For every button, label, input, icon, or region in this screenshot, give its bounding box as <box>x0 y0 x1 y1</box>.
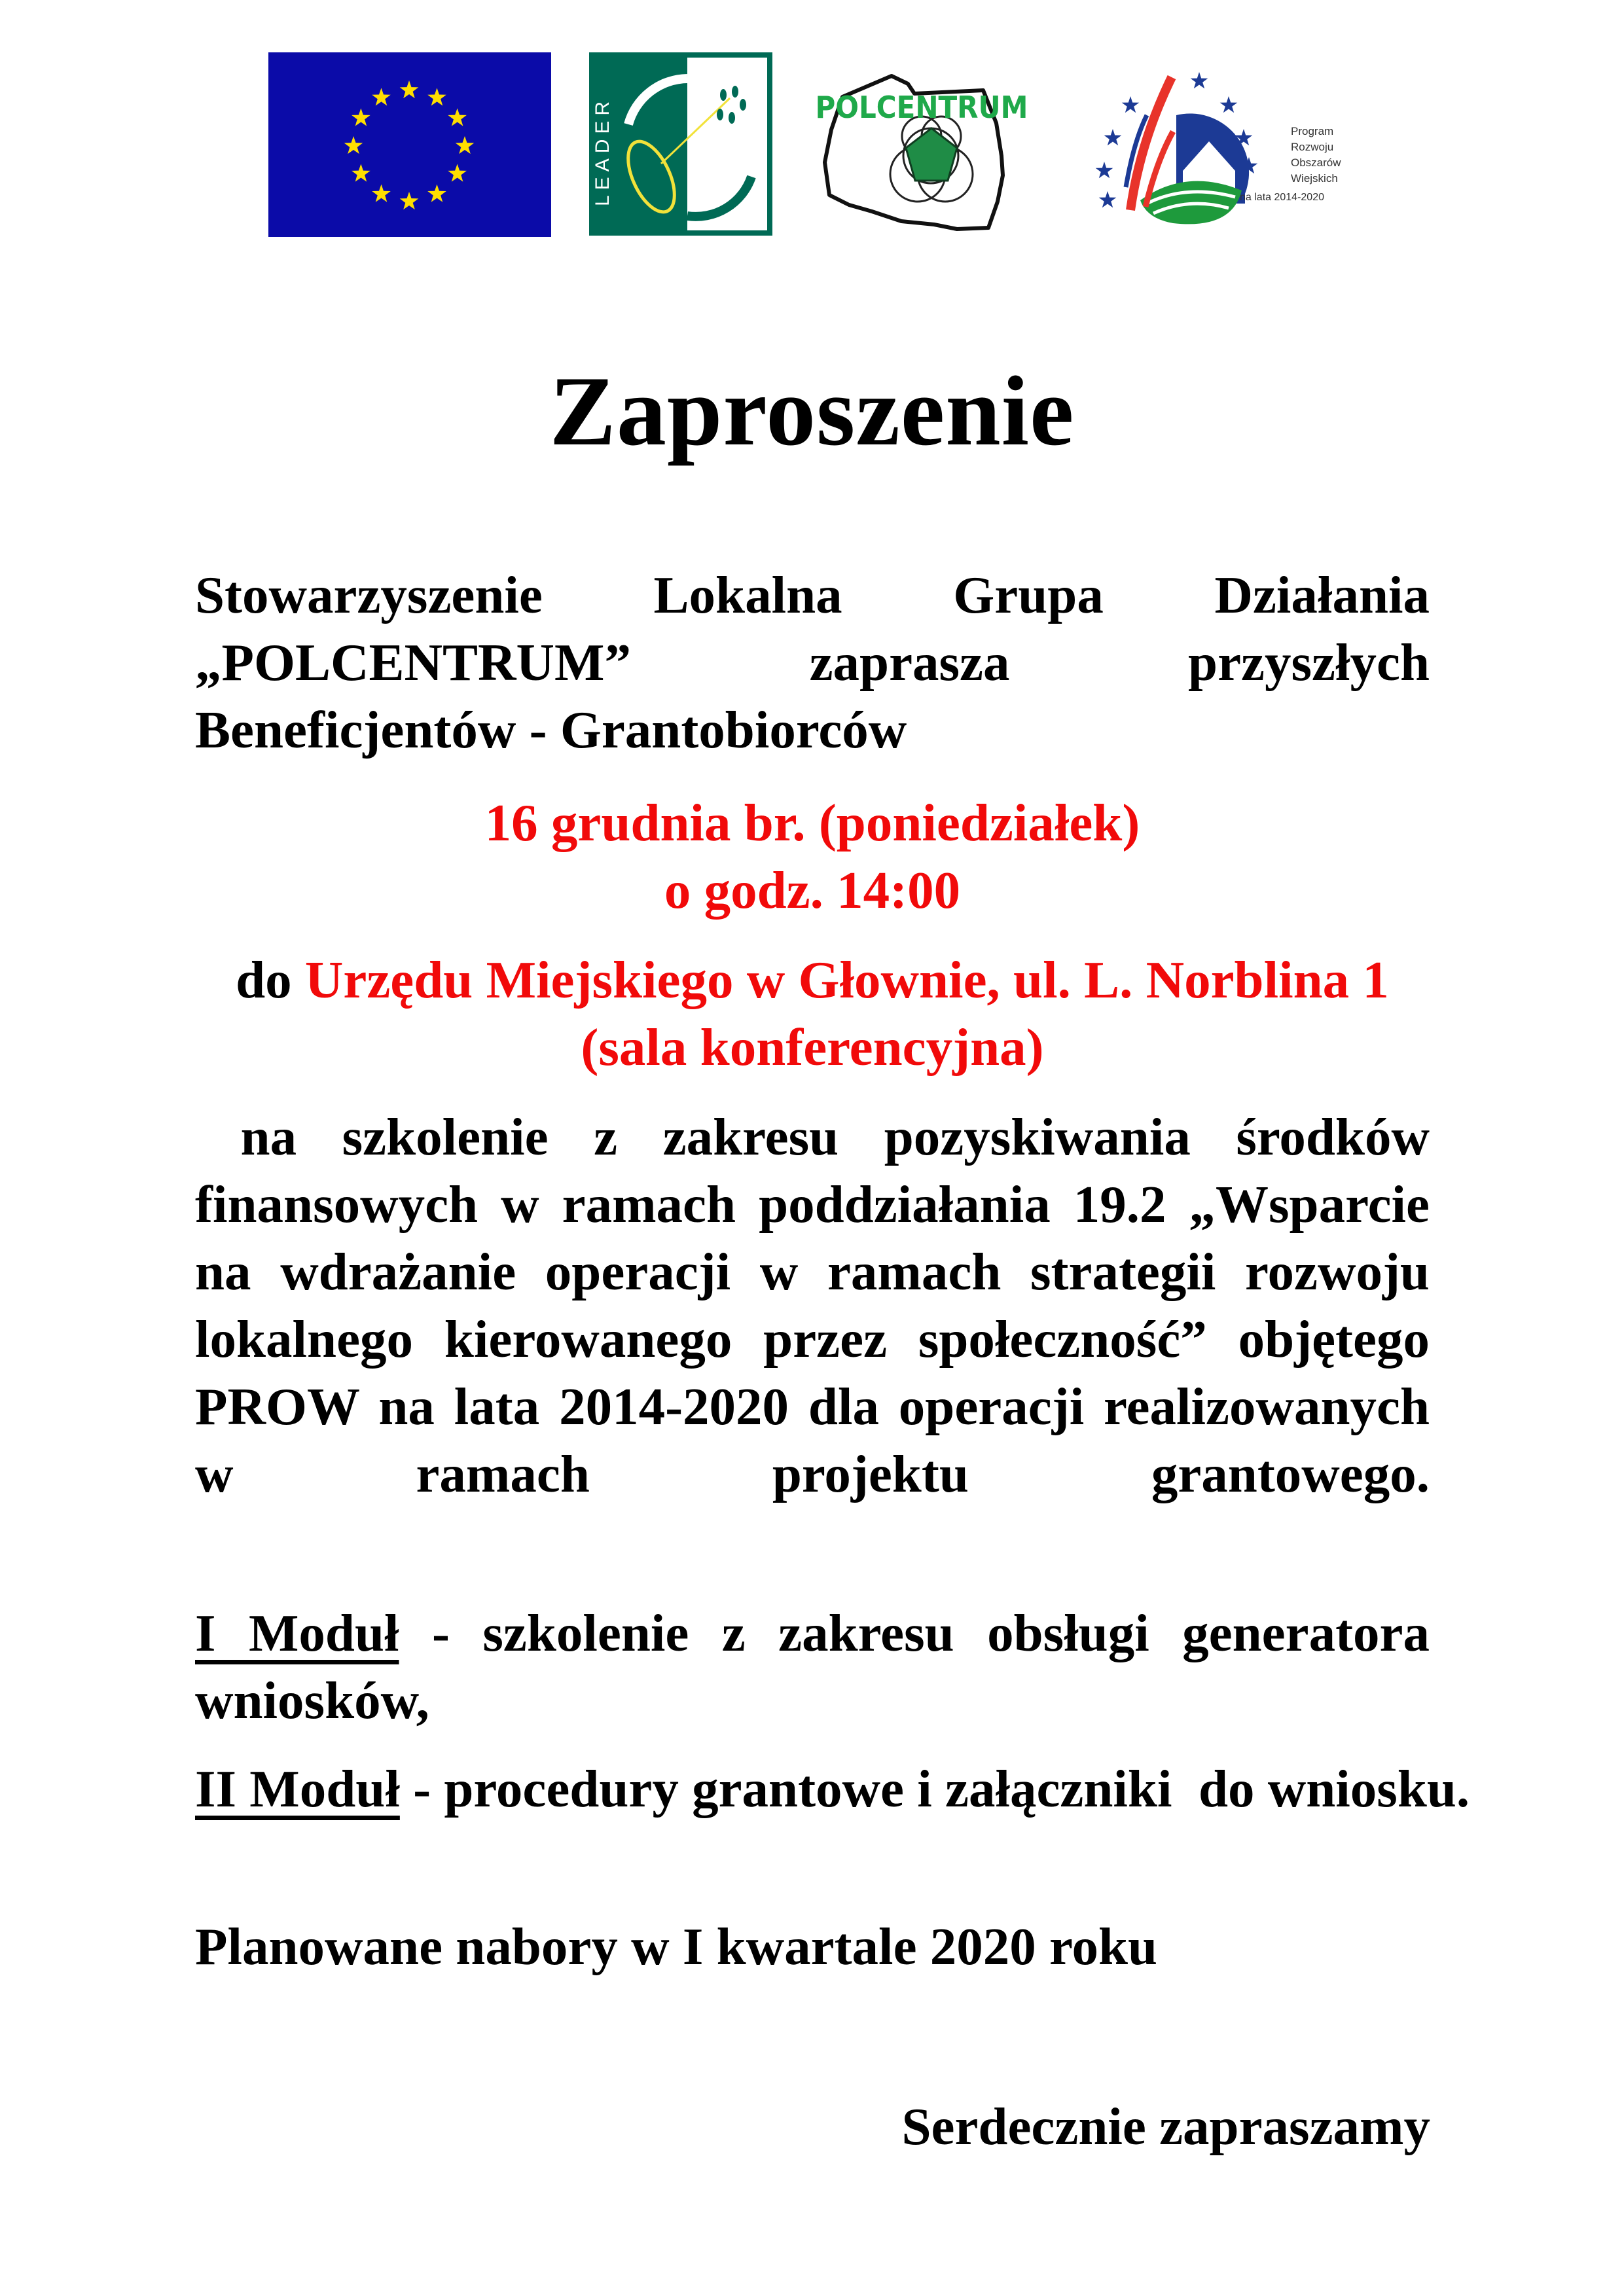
event-location <box>195 946 1430 1081</box>
body-line: finansowych w ramach poddziałania 19.2 „Wsparcie <box>195 1175 1430 1234</box>
leader-icon <box>589 52 772 236</box>
module-1 <box>195 1600 1430 1667</box>
intro-line: Stowarzyszenie Lokalna Grupa Działania <box>195 565 1430 624</box>
module-1-label: I Moduł <box>195 1604 399 1662</box>
prow-line-program: Program <box>1291 125 1334 137</box>
page-title: Zaproszenie <box>549 356 1075 466</box>
intro-paragraph <box>195 562 1430 764</box>
poland-map-icon <box>793 64 1050 238</box>
intro-line: Beneficjentów - Grantobiorców <box>195 700 907 759</box>
leader-logo <box>589 52 772 236</box>
prow-star-icon <box>1104 129 1122 145</box>
eu-flag-icon <box>268 52 551 237</box>
module-2-label: II Moduł <box>195 1759 400 1818</box>
module-1-text: - szkolenie z zakresu obsługi generatora <box>399 1604 1430 1662</box>
prow-star-icon <box>1096 162 1113 178</box>
location-line <box>195 946 1430 1014</box>
location-room: (sala konferencyjna) <box>581 1018 1044 1077</box>
event-time: o godz. 14:00 <box>664 861 961 920</box>
polcentrum-text: POLCENTRUM <box>815 90 1028 125</box>
body-line: w ramach projektu grantowego. <box>195 1444 1430 1503</box>
body-line: na wdrażanie operacji w ramach strategii rozwoju <box>195 1242 1430 1301</box>
training-description <box>195 1103 1430 1508</box>
module-2-text: - procedury grantowe i załączniki do wniosku. <box>399 1759 1470 1818</box>
module-2 <box>195 1755 1570 1823</box>
intro-line: „POLCENTRUM” zaprasza przyszłych <box>195 633 1430 692</box>
logo-bar <box>0 0 1624 262</box>
prow-star-icon <box>1099 191 1117 207</box>
event-date: 16 grudnia br. (poniedziałek) <box>484 793 1140 852</box>
location-prefix: do <box>236 950 292 1009</box>
prow-subtitle: na lata 2014-2020 <box>1240 192 1324 203</box>
polcentrum-logo <box>793 64 1050 238</box>
modules-list <box>195 1600 1470 1818</box>
event-datetime <box>195 789 1430 924</box>
prow-logo <box>1094 69 1389 230</box>
body-line: na szkolenie z zakresu pozyskiwania środków <box>195 1107 1430 1166</box>
prow-star-icon <box>1122 96 1140 113</box>
planned-calls <box>195 1913 1430 1981</box>
planned-calls-text: Planowane nabory w I kwartale 2020 roku <box>195 1917 1158 1976</box>
prow-line-wiejskich: Wiejskich <box>1291 172 1338 185</box>
location-place: Urzędu Miejskiego w Głownie, ul. L. Norblina 1 <box>304 950 1389 1009</box>
eu-flag-logo <box>268 52 551 237</box>
closing-text: Serdecznie zapraszamy <box>901 2097 1430 2156</box>
prow-star-icon <box>1191 72 1208 88</box>
module-1-continuation: wniosków, <box>195 1671 429 1730</box>
prow-emblem-icon <box>1094 69 1389 230</box>
leader-text: LEADER <box>592 96 613 206</box>
body-line: lokalnego kierowanego przez społeczność” objętego <box>195 1310 1430 1369</box>
body-line: PROW na lata 2014-2020 dla operacji realizowanych <box>195 1377 1430 1436</box>
prow-line-obszarow: Obszarów <box>1291 156 1341 169</box>
prow-line-rozwoju: Rozwoju <box>1291 141 1334 153</box>
prow-star-icon <box>1220 96 1238 113</box>
